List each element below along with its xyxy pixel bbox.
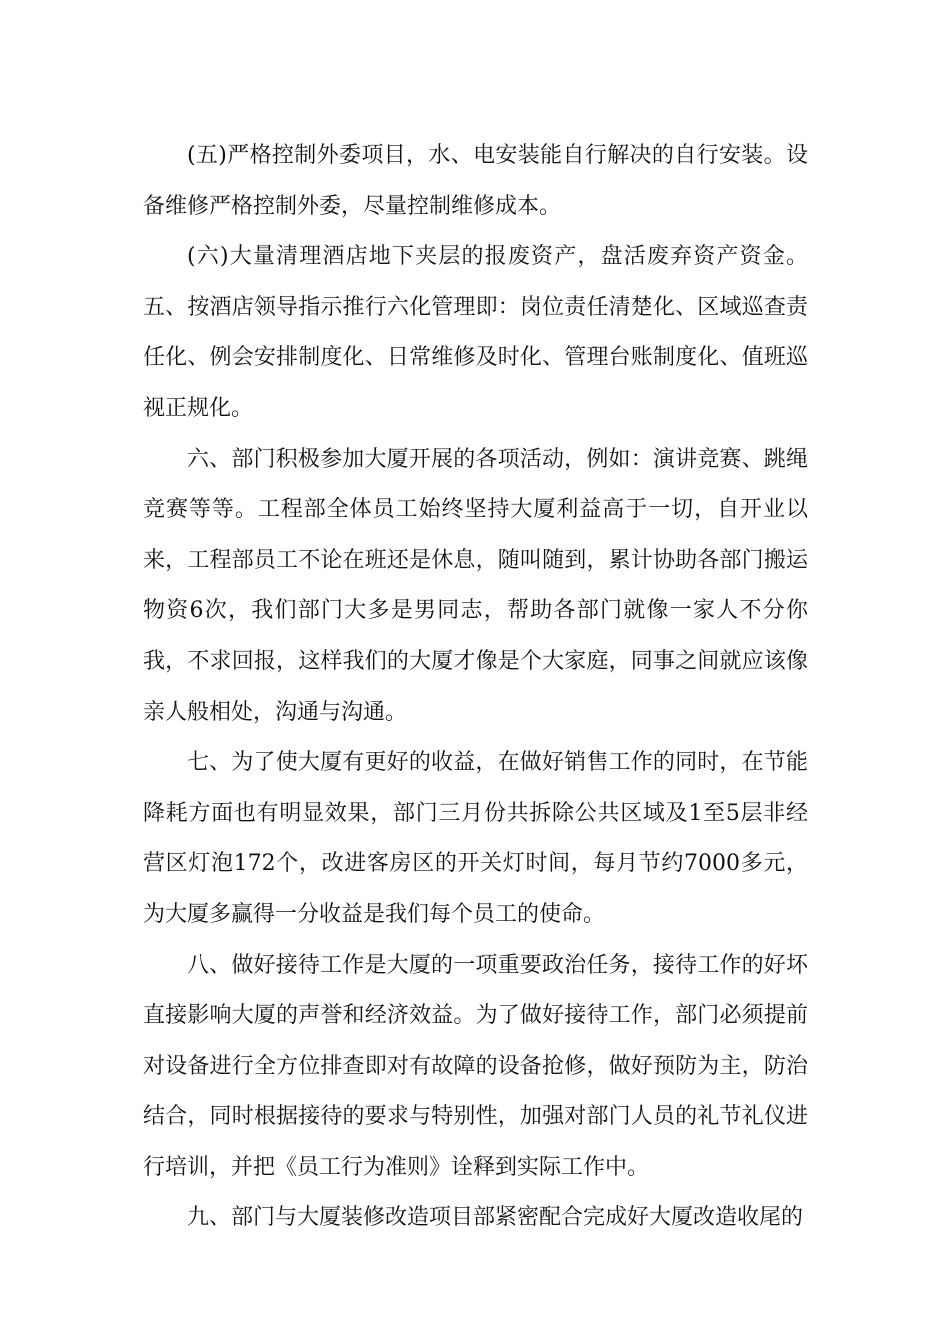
document-body	[143, 131, 808, 1244]
paragraph-reception-work: 八、做好接待工作是大厦的一项重要政治任务，接待工作的好坏直接影响大厦的声誉和经济效益。为了做好接待工作，部门必须提前对设备进行全方位排查即对有故障的设备抢修，做好预防为主，防治结合，同时根据接待的要求与特别性，加强对部门人员的礼节礼仪进行培训，并把《员工行为准则》诠释到实际工作中。	[143, 952, 808, 1180]
paragraph-activities: 六、部门积极参加大厦开展的各项活动，例如：演讲竞赛、跳绳竞赛等等。工程部全体员工始终坚持大厦利益高于一切，自开业以来，工程部员工不论在班还是休息，随叫随到，累计协助各部门搬运物资6次，我们部门大多是男同志，帮助各部门就像一家人不分你我，不求回报，这样我们的大厦才像是个大家庭，同事之间就应该像亲人般相处，沟通与沟通。	[143, 446, 808, 725]
paragraph-5-control-outsourcing: (五)严格控制外委项目，水、电安装能自行解决的自行安装。设备维修严格控制外委，尽量控制维修成本。	[143, 143, 808, 219]
paragraph-energy-saving: 七、为了使大厦有更好的收益，在做好销售工作的同时，在节能降耗方面也有明显效果，部门三月份共拆除公共区域及1至5层非经营区灯泡172个，改进客房区的开关灯时间，每月节约7000多元，为大厦多赢得一分收益是我们每个员工的使命。	[143, 750, 808, 927]
paragraph-6-asset-cleanup: (六)大量清理酒店地下夹层的报废资产，盘活废弃资产资金。五、按酒店领导指示推行六化管理即：岗位责任清楚化、区域巡查责任化、例会安排制度化、日常维修及时化、管理台账制度化、值班巡视正规化。	[143, 244, 808, 421]
paragraph-renovation: 九、部门与大厦装修改造项目部紧密配合完成好大厦改造收尾的	[187, 1205, 804, 1231]
